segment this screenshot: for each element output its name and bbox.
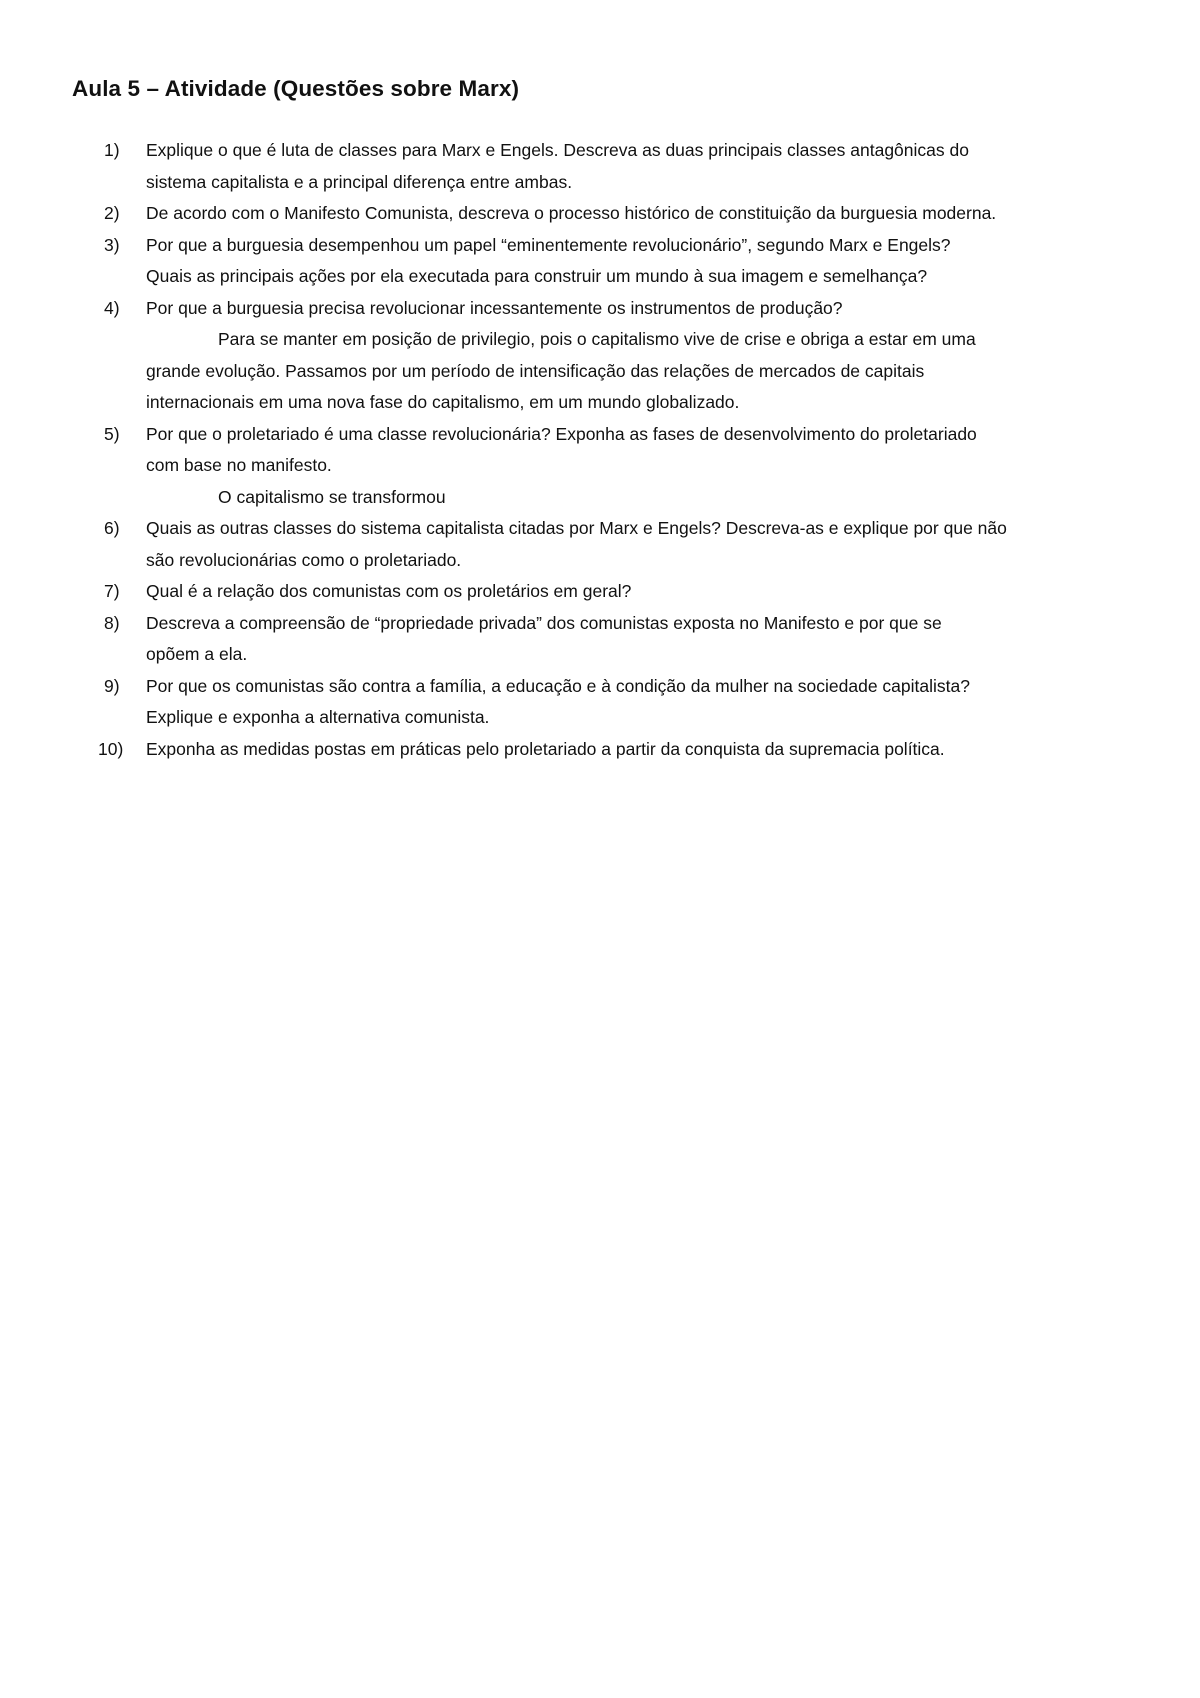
question-item-8 <box>104 608 1144 671</box>
question-list <box>98 135 1144 765</box>
question-text-line: com base no manifesto. <box>146 455 332 475</box>
answer-text-line: grande evolução. Passamos por um período de intensificação das relações de mercados de capitais <box>146 360 925 381</box>
question-number: 2) <box>104 203 120 223</box>
question-item-5 <box>104 419 1144 514</box>
question-number: 10) <box>98 738 124 759</box>
question-item-2 <box>104 198 1144 230</box>
answer-text-line: internacionais em uma nova fase do capitalismo, em um mundo globalizado. <box>146 392 740 412</box>
question-text-line: Qual é a relação dos comunistas com os proletários em geral? <box>146 581 632 601</box>
question-text-line: são revolucionárias como o proletariado. <box>146 549 462 570</box>
question-number: 9) <box>104 675 120 696</box>
question-item-7 <box>104 576 1144 608</box>
question-text-line: Quais as outras classes do sistema capitalista citadas por Marx e Engels? Descreva-as e explique por que não <box>146 518 1007 538</box>
question-text-line: Por que a burguesia precisa revolucionar incessantemente os instrumentos de produção? <box>146 297 843 318</box>
question-item-1 <box>104 135 1144 198</box>
question-number: 1) <box>104 140 120 160</box>
page-title: Aula 5 – Atividade (Questões sobre Marx) <box>72 76 520 101</box>
question-text-line: Exponha as medidas postas em práticas pelo proletariado a partir da conquista da supremacia política. <box>146 738 945 759</box>
answer-text-line: O capitalismo se transformou <box>218 486 446 507</box>
question-text-line: Explique e exponha a alternativa comunista. <box>146 707 490 727</box>
question-text-line: opõem a ela. <box>146 644 248 664</box>
question-text-line: sistema capitalista e a principal diferença entre ambas. <box>146 171 573 192</box>
question-item-10 <box>98 734 1144 766</box>
question-text-line: De acordo com o Manifesto Comunista, descreva o processo histórico de constituição da burguesia moderna. <box>146 203 997 223</box>
question-number: 5) <box>104 423 120 444</box>
question-text-line: Por que o proletariado é uma classe revolucionária? Exponha as fases de desenvolvimento do proletariado <box>146 423 977 444</box>
question-item-6 <box>104 513 1144 576</box>
question-text-line: Por que os comunistas são contra a família, a educação e à condição da mulher na sociedade capitalista? <box>146 675 970 696</box>
question-text-line: Explique o que é luta de classes para Marx e Engels. Descreva as duas principais classes antagônicas do <box>146 140 969 160</box>
question-number: 4) <box>104 297 120 318</box>
question-item-3 <box>104 230 1144 293</box>
answer-text-line: Para se manter em posição de privilegio, pois o capitalismo vive de crise e obriga a estar em uma <box>218 329 976 349</box>
question-text-line: Por que a burguesia desempenhou um papel “eminentemente revolucionário”, segundo Marx e Engels? <box>146 234 951 255</box>
question-text-line: Descreva a compreensão de “propriedade privada” dos comunistas exposta no Manifesto e por que se <box>146 612 942 633</box>
question-item-9 <box>104 671 1144 734</box>
question-number: 6) <box>104 518 120 538</box>
question-number: 3) <box>104 234 120 255</box>
question-number: 7) <box>104 581 120 601</box>
question-text-line: Quais as principais ações por ela executada para construir um mundo à sua imagem e semelhança? <box>146 266 928 286</box>
question-item-4 <box>104 293 1144 419</box>
question-number: 8) <box>104 612 120 633</box>
